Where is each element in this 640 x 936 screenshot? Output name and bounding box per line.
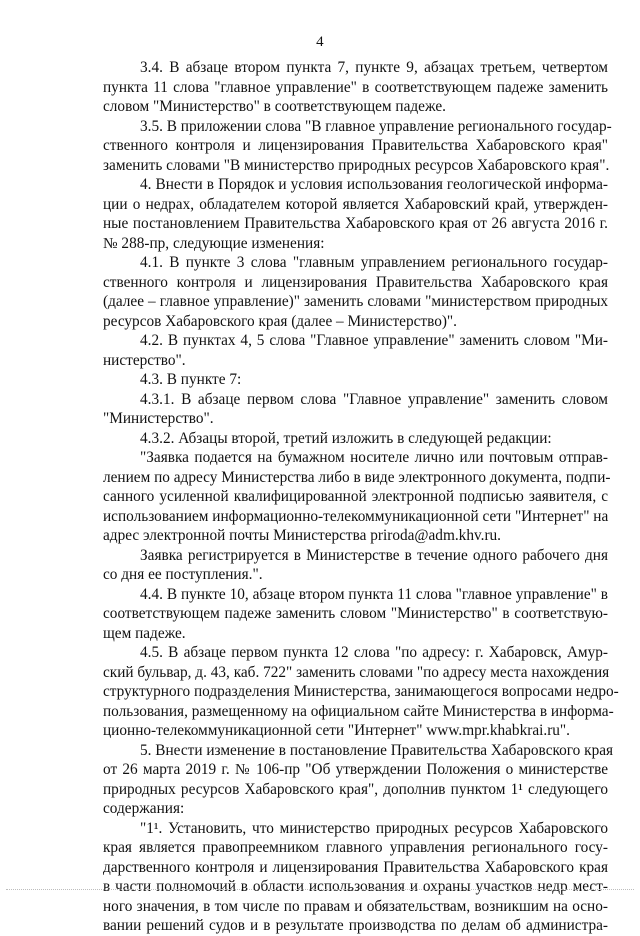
text-line: использованием информационно-телекоммуникационной сети "Интернет" на xyxy=(103,507,609,525)
text-line: ственного контроля и лицензирования Правительства Хабаровского края" xyxy=(103,137,608,154)
text-line: ционно-телекоммуникационной сети "Интернет" www.mpr.khabkrai.ru". xyxy=(103,722,571,739)
text-line: (далее – главное управление)" заменить словами "министерством природных xyxy=(103,293,608,310)
paragraph-registration xyxy=(103,546,608,585)
text-line: 3.4. В абзаце втором пункта 7, пункте 9, абзацах третьем, четвертом xyxy=(140,59,608,76)
text-line: 4. Внести в Порядок и условия использования геологической информа- xyxy=(140,176,608,193)
text-line: "1¹. Установить, что министерство природных ресурсов Хабаровского xyxy=(140,819,608,837)
paragraph-4-3 xyxy=(103,370,608,390)
paragraph-quote-application xyxy=(103,448,611,546)
text-line: заменить словами "В министерство природных ресурсов Хабаровского края". xyxy=(103,156,610,174)
paragraph-4-3-1 xyxy=(103,390,608,429)
text-line: ресурсов Хабаровского края (далее – Министерство)". xyxy=(103,312,458,330)
scan-footer-line xyxy=(6,889,634,894)
paragraph-5 xyxy=(103,741,614,819)
text-line: 5. Внести изменение в постановление Правительства Хабаровского края xyxy=(140,741,614,759)
paragraph-4-3-2 xyxy=(103,429,608,449)
paragraph-3-4 xyxy=(103,58,608,117)
text-line: 4.5. В абзаце первом пункта 12 слова "по адресу: г. Хабаровск, Амур- xyxy=(140,644,608,661)
paragraph-4-1 xyxy=(103,253,608,331)
text-line: 4.3.2. Абзацы второй, третий изложить в следующей редакции: xyxy=(140,429,552,447)
text-line: в части полномочий в области использования и охраны участков недр мест- xyxy=(103,878,608,895)
text-line: санного усиленной квалифицированной электронной подписью заявителя, с xyxy=(103,488,608,505)
text-line: природных ресурсов Хабаровского края", дополнив пунктом 1¹ следующего xyxy=(103,780,608,798)
text-line: структурного подразделения Министерства, занимающегося вопросами недро- xyxy=(103,683,619,700)
text-line: пользования, размещенному на официальном сайте Министерства в информа- xyxy=(103,702,614,720)
text-line: ного значения, в том числе по правам и обязательствам, возникшим на осно- xyxy=(103,897,608,915)
text-line: 4.3.1. В абзаце первом слова "Главное управление" заменить словом xyxy=(140,390,608,408)
text-line: 4.1. В пункте 3 слова "главным управлением регионального государ- xyxy=(140,254,608,271)
paragraph-4-5 xyxy=(103,643,619,741)
text-line: вании решений судов и в результате производства по делам об администра- xyxy=(103,917,608,934)
text-line: "Заявка подается на бумажном носителе лично или почтовым отправ- xyxy=(140,449,608,466)
text-line: края является правопреемником главного управления регионального госу- xyxy=(103,839,608,856)
text-line: ные постановлением Правительства Хабаровского края от 26 августа 2016 г. xyxy=(103,215,608,232)
paragraph-4-2 xyxy=(103,331,608,370)
text-line: дарственного контроля и лицензирования Правительства Хабаровского края xyxy=(103,858,608,876)
text-line: пункта 11 слова "главное управление" в соответствующем падеже заменить xyxy=(103,78,608,96)
text-line: нистерство". xyxy=(103,351,186,369)
text-line: 4.2. В пунктах 4, 5 слова "Главное управление" заменить словом "Ми- xyxy=(140,332,608,349)
text-line: лением по адресу Министерства либо в виде электронного документа, подпи- xyxy=(103,468,611,486)
text-line: ственного контроля и лицензирования Правительства Хабаровского края xyxy=(103,273,608,291)
text-line: ский бульвар, д. 43, каб. 722" заменить словами "по адресу места нахождения xyxy=(103,663,610,681)
text-line: 4.3. В пункте 7: xyxy=(140,371,242,388)
paragraph-quote-1-1 xyxy=(103,819,608,936)
paragraph-4-4 xyxy=(103,585,608,644)
text-line: ции о недрах, обладателем которой является Хабаровский край, утвержден- xyxy=(103,195,608,213)
text-line: словом "Министерство" в соответствующем падеже. xyxy=(103,98,446,115)
page-number: 4 xyxy=(316,34,324,50)
document-body xyxy=(103,58,619,936)
text-line: "Министерство". xyxy=(103,410,214,427)
text-line: Заявка регистрируется в Министерстве в течение одного рабочего дня xyxy=(140,546,608,564)
text-line: соответствующем падеже заменить словом "Министерство" в соответствую- xyxy=(103,605,608,622)
text-line: 3.5. В приложении слова "В главное управление регионального государ- xyxy=(140,117,612,135)
text-line: содержания: xyxy=(103,800,185,817)
text-line: со дня ее поступления.". xyxy=(103,566,263,583)
text-line: адрес электронной почты Министерства priroda@adm.khv.ru. xyxy=(103,527,502,544)
text-line: № 288-пр, следующие изменения: xyxy=(103,234,325,252)
text-line: щем падеже. xyxy=(103,624,186,642)
paragraph-4 xyxy=(103,175,608,253)
text-line: от 26 марта 2019 г. № 106-пр "Об утверждении Положения о министерстве xyxy=(103,761,608,778)
text-line: 4.4. В пункте 10, абзаце втором пункта 11 слова "главное управление" в xyxy=(140,585,608,603)
paragraph-3-5 xyxy=(103,117,612,176)
